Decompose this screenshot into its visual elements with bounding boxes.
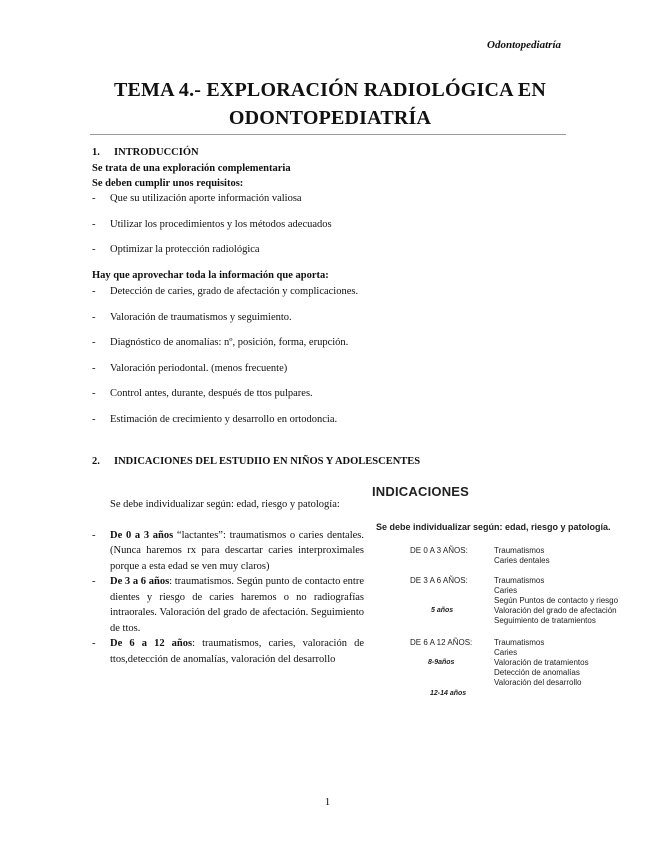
list-item: - Detección de caries, grado de afectación y complicaciones.: [92, 286, 359, 297]
entry-list: Traumatismos Caries Valoración de tratamientos Detección de anomalías Valoración del desarrollo: [494, 638, 589, 687]
section-2-heading: [92, 456, 420, 467]
section-1-number: 1.: [92, 147, 100, 158]
section-2-number: 2.: [92, 456, 100, 467]
section-2-intro: Se debe individualizar según: edad, riesgo y patología:: [110, 499, 340, 510]
year-label: 12-14 años: [430, 690, 467, 697]
list-item: - Diagnóstico de anomalías: nº, posición, forma, erupción.: [92, 337, 349, 348]
list-item: - Valoración periodontal. (menos frecuente): [92, 363, 288, 374]
age-label: DE 6 A 12 AÑOS:: [410, 638, 473, 647]
age-item: - De 6 a 12 años: traumatismos, caries, valoración de ttos,detección de anomalías, valoración del desarrollo: [92, 638, 364, 665]
list-item: - Optimizar la protección radiológica: [92, 244, 260, 255]
running-header: Odontopediatría: [487, 39, 561, 51]
list-item: - Que su utilización aporte información valiosa: [92, 193, 302, 204]
section-2-body: [92, 497, 364, 667]
age-label: DE 0 A 3 AÑOS:: [410, 546, 468, 555]
age-item: - De 0 a 3 años “lactantes”: traumatismos o caries dentales. (Nunca haremos rx para descartar caries interproximales porque a esta edad se ven muy claros): [92, 529, 365, 572]
age-label: DE 3 A 6 AÑOS:: [410, 576, 468, 585]
entry-list: Traumatismos Caries Según Puntos de contacto y riesgo Valoración del grado de afectación Seguimiento de tratamientos: [494, 576, 619, 625]
section-1-line-2: Se deben cumplir unos requisitos:: [92, 178, 244, 189]
page-title: [80, 76, 580, 132]
section-1-line-1: Se trata de una exploración complementaria: [92, 163, 291, 174]
title-line-1: TEMA 4.- EXPLORACIÓN RADIOLÓGICA EN: [113, 79, 547, 101]
list-item: - Control antes, durante, después de ttos pulpares.: [92, 388, 313, 399]
title-line-2: ODONTOPEDIATRÍA: [228, 107, 432, 129]
list-item: - Utilizar los procedimientos y los métodos adecuados: [92, 219, 332, 230]
indicaciones-figure: [372, 484, 634, 697]
figure-subtitle: Se debe individualizar según: edad, riesgo y patología.: [376, 522, 611, 532]
aprovechar-heading: Hay que aprovechar toda la información que aporta:: [92, 270, 329, 281]
section-2-title: INDICACIONES DEL ESTUDIIO EN NIÑOS Y ADOLESCENTES: [114, 456, 421, 467]
list-item: - Valoración de traumatismos y seguimiento.: [92, 312, 292, 323]
list-item: - Estimación de crecimiento y desarrollo en ortodoncia.: [92, 414, 338, 425]
section-1-heading: [92, 147, 199, 158]
page-number: 1: [324, 796, 331, 808]
year-label: 8-9años: [428, 659, 455, 666]
section-1-title: INTRODUCCIÓN: [114, 147, 199, 158]
year-label: 5 años: [431, 607, 454, 614]
age-item: - De 3 a 6 años: traumatismos. Según punto de contacto entre dientes y riesgo de caries haremos o no radiografías intraorales. Valoración del grado de afectación. Seguimiento de ttos.: [92, 576, 364, 634]
entry-list: Traumatismos Caries dentales: [494, 546, 550, 565]
title-divider: [90, 134, 566, 135]
figure-title: INDICACIONES: [372, 484, 470, 499]
